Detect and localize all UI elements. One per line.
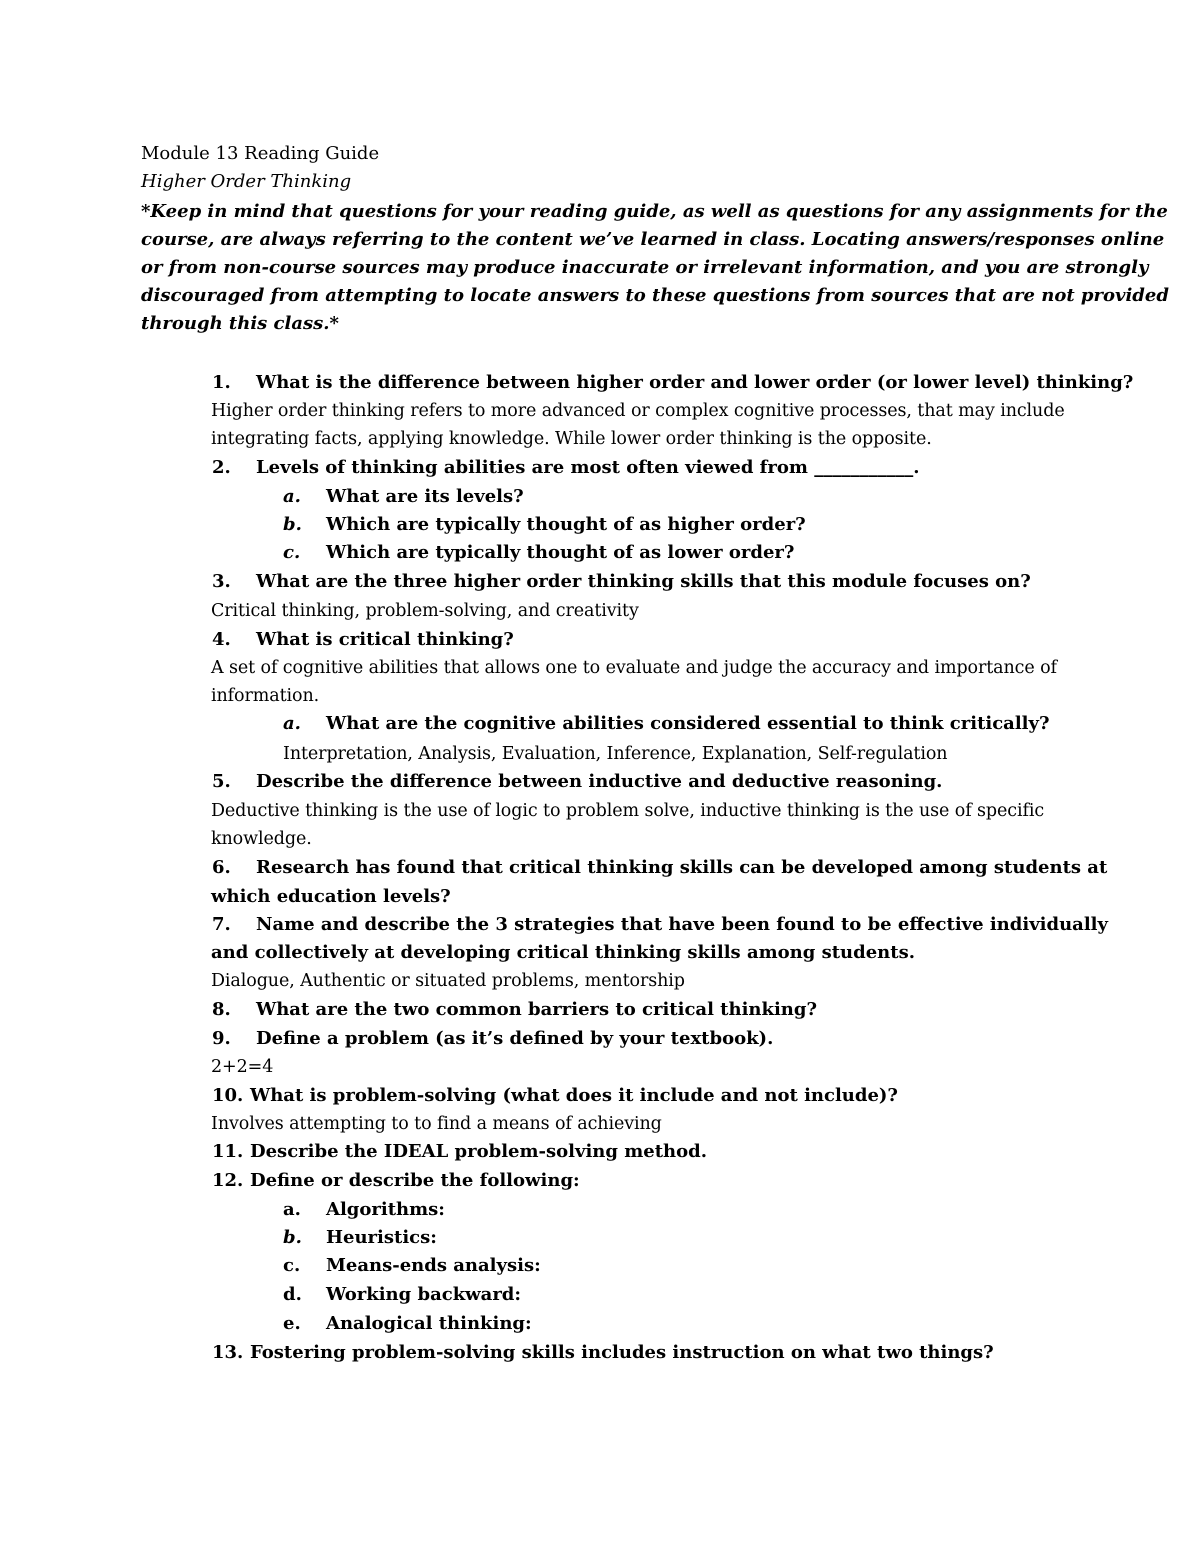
question-number: 3. — [212, 571, 231, 592]
sub-text: Working backward: — [326, 1284, 522, 1305]
sub-text: Analogical thinking: — [326, 1313, 532, 1334]
sub-label: a. — [283, 486, 301, 507]
answer-line: knowledge. — [211, 829, 312, 849]
question-number: 2. — [212, 457, 231, 478]
question-text: What is the difference between higher order and lower order (or lower level) thinking? — [256, 372, 1134, 393]
note-line: discouraged from attempting to locate answers to these questions from sources that are not provided — [141, 285, 1169, 306]
question-text: Fostering problem-solving skills includes instruction on what two things? — [250, 1342, 994, 1363]
document-title: Module 13 Reading Guide — [141, 143, 380, 164]
question-text: Research has found that critical thinking skills can be developed among students at — [256, 857, 1108, 878]
question-text: Define a problem (as it’s defined by your textbook). — [256, 1028, 774, 1049]
question-number: 8. — [212, 999, 231, 1020]
question-number: 13. — [212, 1342, 244, 1363]
question-text: What is critical thinking? — [256, 629, 514, 650]
question-text: Describe the IDEAL problem-solving method. — [250, 1141, 707, 1162]
sub-text: What are its levels? — [326, 486, 524, 507]
note-line: or from non-course sources may produce inaccurate or irrelevant information, and you are strongly — [141, 257, 1149, 278]
question-text: What are the three higher order thinking skills that this module focuses on? — [256, 571, 1031, 592]
note-line: course, are always referring to the content we’ve learned in class. Locating answers/responses online — [141, 229, 1165, 250]
question-number: 10. — [212, 1085, 244, 1106]
question-text: What is problem-solving (what does it include and not include)? — [250, 1085, 898, 1106]
sub-label: b. — [283, 514, 302, 535]
question-number: 11. — [212, 1141, 244, 1162]
question-text-continued: and collectively at developing critical thinking skills among students. — [211, 942, 915, 963]
question-text: Define or describe the following: — [250, 1170, 580, 1191]
note-line: through this class.* — [141, 313, 339, 334]
question-text: Name and describe the 3 strategies that have been found to be effective individually — [256, 914, 1108, 935]
question-number: 4. — [212, 629, 231, 650]
question-number: 1. — [212, 372, 231, 393]
answer-line: 2+2=4 — [211, 1057, 274, 1077]
question-text: Describe the difference between inductive and deductive reasoning. — [256, 771, 943, 792]
sub-label: e. — [283, 1313, 301, 1334]
sub-text: Which are typically thought of as higher order? — [326, 514, 806, 535]
question-text: Levels of thinking abilities are most often viewed from ___________. — [256, 457, 920, 478]
answer-line: Deductive thinking is the use of logic to problem solve, inductive thinking is the use of specific — [211, 801, 1045, 821]
question-number: 12. — [212, 1170, 244, 1191]
answer-line: information. — [211, 686, 320, 706]
question-number: 6. — [212, 857, 231, 878]
answer-line: Critical thinking, problem-solving, and creativity — [211, 601, 639, 621]
sub-label: a. — [283, 713, 301, 734]
sub-label: c. — [283, 1255, 301, 1276]
note-line: *Keep in mind that questions for your reading guide, as well as questions for any assignments for the — [141, 201, 1168, 222]
sub-label: d. — [283, 1284, 302, 1305]
answer-line: Higher order thinking refers to more advanced or complex cognitive processes, that may include — [211, 401, 1065, 421]
question-text-continued: which education levels? — [211, 886, 451, 907]
answer-line: Dialogue, Authentic or situated problems, mentorship — [211, 971, 685, 991]
sub-label: a. — [283, 1199, 301, 1220]
question-number: 7. — [212, 914, 231, 935]
sub-text: Which are typically thought of as lower order? — [326, 542, 795, 563]
sub-label: c. — [283, 542, 301, 563]
sub-text: Means-ends analysis: — [326, 1255, 541, 1276]
sub-text: What are the cognitive abilities considered essential to think critically? — [326, 713, 1050, 734]
question-number: 5. — [212, 771, 231, 792]
question-text: What are the two common barriers to critical thinking? — [256, 999, 818, 1020]
sub-text: Heuristics: — [326, 1227, 437, 1248]
sub-text: Algorithms: — [326, 1199, 445, 1220]
sub-label: b. — [283, 1227, 302, 1248]
answer-line: integrating facts, applying knowledge. While lower order thinking is the opposite. — [211, 429, 932, 449]
document-subtitle: Higher Order Thinking — [141, 171, 352, 192]
question-number: 9. — [212, 1028, 231, 1049]
answer-line: Involves attempting to to find a means of achieving — [211, 1114, 662, 1134]
sub-answer: Interpretation, Analysis, Evaluation, Inference, Explanation, Self-regulation — [283, 744, 948, 764]
answer-line: A set of cognitive abilities that allows one to evaluate and judge the accuracy and importance of — [211, 658, 1057, 678]
